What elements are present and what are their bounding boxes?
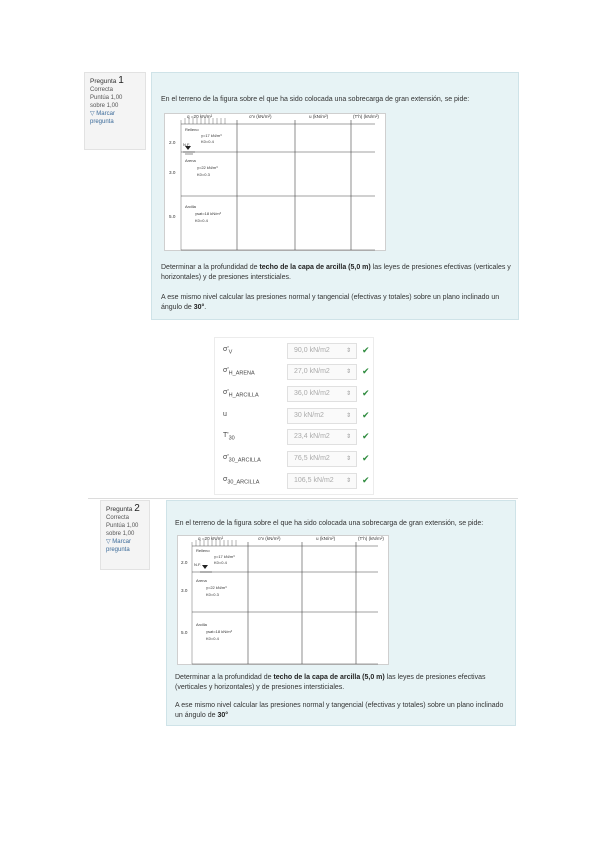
answer-select[interactable]: 27,0 kN/m2 ⇕ <box>287 364 357 380</box>
answer-select[interactable]: 36,0 kN/m2 ⇕ <box>287 386 357 402</box>
question-status: Correcta <box>90 87 114 93</box>
correct-check-icon: ✔ <box>362 345 370 355</box>
layer-k0: K0=0.4 <box>206 636 219 641</box>
flag-question-link[interactable]: ▽ Marcar pregunta <box>106 539 131 553</box>
answer-select[interactable]: 76,5 kN/m2 ⇕ <box>287 451 357 467</box>
question-score: Puntúa 1,00 <box>90 95 123 101</box>
header-load: q =20 kN/m² <box>187 114 213 119</box>
header-pore-pressure: u (kN/m²) <box>316 536 336 541</box>
layer-unit-weight: γ=22 kN/m³ <box>197 165 218 170</box>
question-separator <box>88 498 518 499</box>
answer-row <box>223 473 373 491</box>
answer-panel <box>214 337 374 495</box>
question-intro: En el terreno de la figura sobre el que ha sido colocada una sobrecarga de gran extensión, se pide: <box>175 520 484 527</box>
answer-select[interactable]: 23,4 kN/m2 ⇕ <box>287 429 357 445</box>
layer-unit-weight: γsat=18 kN/m³ <box>206 629 232 634</box>
question-status: Correcta <box>106 515 130 521</box>
layer-name: Relleno <box>196 548 210 553</box>
answer-row <box>223 408 373 426</box>
question-score: Puntúa 1,00 <box>106 523 139 529</box>
layer-name: Arcilla <box>185 204 196 209</box>
answer-label: $\sigma'_{H\_ARENA}$ <box>223 367 255 377</box>
answer-row <box>223 364 373 382</box>
question-content-2 <box>166 500 516 726</box>
select-caret-icon: ⇕ <box>345 478 351 484</box>
answer-select[interactable]: 90,0 kN/m2 ⇕ <box>287 343 357 359</box>
answer-label: u <box>223 411 227 418</box>
question-title: Pregunta 2 <box>106 503 140 514</box>
question-content-1 <box>151 72 519 320</box>
soil-profile-lines <box>178 536 390 666</box>
correct-check-icon: ✔ <box>362 366 370 376</box>
correct-check-icon: ✔ <box>362 410 370 420</box>
select-caret-icon: ⇕ <box>345 413 351 419</box>
layer-unit-weight: γ=17 kN/m³ <box>201 133 222 138</box>
select-caret-icon: ⇕ <box>345 434 351 440</box>
layer-name: Arcilla <box>196 622 207 627</box>
water-table-label: N.F. <box>194 562 202 567</box>
question-info-1 <box>84 72 146 150</box>
question-intro: En el terreno de la figura sobre el que ha sido colocada una sobrecarga de gran extensión, se pide: <box>161 96 470 103</box>
flag-question-link[interactable]: ▽ Marcar pregunta <box>90 111 115 125</box>
header-tau-h: (T'h) (kN/m²) <box>358 536 384 541</box>
depth-label: 5.0 <box>169 214 176 219</box>
layer-k0: K0=0.3 <box>206 592 219 597</box>
correct-check-icon: ✔ <box>362 388 370 398</box>
select-caret-icon: ⇕ <box>345 348 351 354</box>
question-title: Pregunta 1 <box>90 75 124 86</box>
answer-row <box>223 386 373 404</box>
header-tau-h: (T'h) (kN/m²) <box>353 114 379 119</box>
question-info-2 <box>100 500 150 570</box>
select-caret-icon: ⇕ <box>345 456 351 462</box>
correct-check-icon: ✔ <box>362 475 370 485</box>
question-paragraph-1: Determinar a la profundidad de techo de la capa de arcilla (5,0 m) las leyes de presiones efectivas (verticales y horizontales) y de presiones intersticiales. <box>175 674 486 691</box>
question-paragraph-2: A ese mismo nivel calcular las presiones normal y tangencial (efectivas y totales) sobre un plano inclinado un ángulo de 30°. <box>161 294 500 311</box>
layer-k0: K0=0.4 <box>195 218 208 223</box>
soil-profile-diagram <box>164 113 386 251</box>
select-caret-icon: ⇕ <box>345 391 351 397</box>
layer-name: Relleno <box>185 127 199 132</box>
layer-name: Arena <box>196 578 207 583</box>
header-sigma-v: σ'v (kN/m²) <box>258 536 281 541</box>
layer-k0: K0=0.4 <box>201 139 214 144</box>
answer-label: $\sigma_{30\_ARCILLA}$ <box>223 476 260 486</box>
soil-profile-lines <box>165 114 387 252</box>
question-paragraph-2: A ese mismo nivel calcular las presiones normal y tangencial (efectivas y totales) sobre un plano inclinado un ángulo de 30° <box>175 702 504 719</box>
answer-label: $\sigma'_V$ <box>223 346 233 356</box>
header-pore-pressure: u (kN/m²) <box>309 114 329 119</box>
soil-profile-diagram <box>177 535 389 665</box>
answer-select[interactable]: 30 kN/m2 ⇕ <box>287 408 357 424</box>
select-caret-icon: ⇕ <box>345 369 351 375</box>
layer-unit-weight: γ=22 kN/m³ <box>206 585 227 590</box>
header-sigma-v: σ'v (kN/m²) <box>249 114 272 119</box>
depth-label: 2.0 <box>181 560 188 565</box>
depth-label: 5.0 <box>181 630 188 635</box>
water-table-label: N.F. <box>183 142 191 147</box>
depth-label: 3.0 <box>169 170 176 175</box>
question-score-max: sobre 1,00 <box>106 531 135 537</box>
correct-check-icon: ✔ <box>362 431 370 441</box>
depth-label: 3.0 <box>181 588 188 593</box>
layer-name: Arena <box>185 158 196 163</box>
question-score-max: sobre 1,00 <box>90 103 119 109</box>
answer-label: $T'_{30}$ <box>223 432 235 442</box>
question-paragraph-1: Determinar a la profundidad de techo de la capa de arcilla (5,0 m) las leyes de presiones efectivas (verticales y horizontales) y de presiones intersticiales. <box>161 264 511 281</box>
answer-label: $\sigma'_{H\_ARCILLA}$ <box>223 389 259 399</box>
answer-row <box>223 343 373 361</box>
correct-check-icon: ✔ <box>362 453 370 463</box>
depth-label: 2.0 <box>169 140 176 145</box>
answer-row <box>223 429 373 447</box>
answer-select[interactable]: 106,5 kN/m2 ⇕ <box>287 473 357 489</box>
layer-unit-weight: γsat=18 kN/m³ <box>195 211 221 216</box>
answer-label: $\sigma'_{30\_ARCILLA}$ <box>223 454 261 464</box>
answer-row <box>223 451 373 469</box>
header-load: q =20 kN/m² <box>198 536 224 541</box>
layer-k0: K0=0.3 <box>197 172 210 177</box>
layer-unit-weight: γ=17 kN/m³ <box>214 554 235 559</box>
layer-k0: K0=0.4 <box>214 560 227 565</box>
